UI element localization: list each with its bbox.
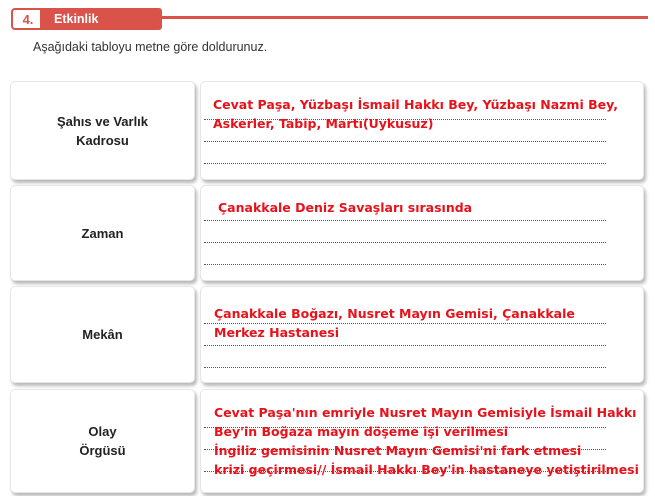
- row-label: Zaman: [10, 185, 195, 281]
- activity-header: [8, 6, 648, 32]
- dotted-line: [204, 264, 606, 265]
- handwritten-answer: Çanakkale Boğazı, Nusret Mayın Gemisi, Çanakkale Merkez Hastanesi: [214, 306, 575, 340]
- row-label: Mekân: [10, 286, 195, 383]
- handwritten-answer: Çanakkale Deniz Savaşları sırasında: [218, 200, 473, 215]
- activity-number: 4.: [11, 8, 45, 30]
- handwritten-answer: Cevat Paşa'nın emriyle Nusret Mayın Gemisiyle İsmail Hakkı Bey'in Boğaza mayın döşeme işi verilmesi İngiliz gemisinin Nusret Mayın Gemisi'ni fark etmesi krizi geçirmesi// İsmail Hakkı Bey'in hastaneye yetiştirilmesi: [214, 405, 639, 477]
- table-row: [10, 185, 644, 281]
- handwritten-answer: Cevat Paşa, Yüzbaşı İsmail Hakkı Bey, Yüzbaşı Nazmi Bey, Askerler, Tabip, Martı(Uykusuz): [213, 97, 619, 131]
- header-rule: [162, 16, 648, 19]
- dotted-line: [204, 242, 606, 243]
- table-row: [10, 286, 644, 383]
- row-label: Şahıs ve Varlık Kadrosu: [10, 81, 195, 180]
- dotted-line: [204, 163, 606, 164]
- dotted-line: [204, 141, 606, 142]
- instruction-text: Aşağıdaki tabloyu metne göre doldurunuz.: [33, 40, 268, 54]
- table-row: [10, 81, 644, 180]
- dotted-line: [204, 345, 606, 346]
- dotted-line: [204, 220, 606, 221]
- activity-title: Etkinlik: [40, 8, 162, 30]
- row-label: Olay Örgüsü: [10, 389, 195, 493]
- table-row: [10, 389, 644, 493]
- dotted-line: [204, 367, 606, 368]
